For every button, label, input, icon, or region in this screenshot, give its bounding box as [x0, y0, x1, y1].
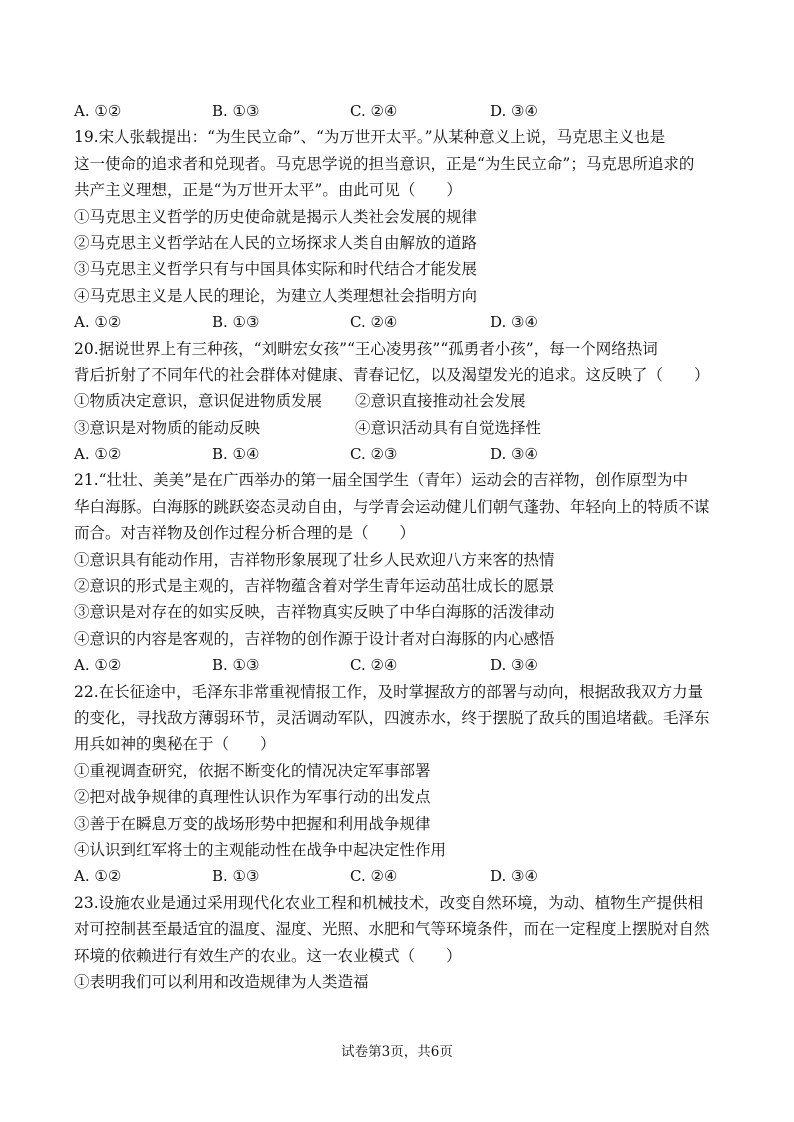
statement-item: ③意识是对物质的能动反映	[74, 418, 261, 437]
option-a: A. ①②	[74, 867, 122, 886]
statement-item: ②把对战争规律的真理性认识作为军事行动的出发点	[74, 788, 431, 807]
question-23	[74, 890, 724, 996]
statement-row	[74, 415, 724, 441]
statement-item: ①马克思主义哲学的历史使命就是揭示人类社会发展的规律	[74, 207, 478, 226]
page-footer: 试卷第3页，共6页	[341, 1044, 453, 1060]
option-a: A. ①②	[74, 656, 122, 675]
statement-item: ③意识是对存在的如实反映，吉祥物真实反映了中华白海豚的活泼律动	[74, 603, 555, 622]
option-d: D. ③④	[490, 445, 538, 464]
question-stem: 共产主义理想，正是“为万世开太平”。由此可见（ ）	[74, 181, 462, 200]
question-20	[74, 336, 724, 468]
statement-item: ②马克思主义哲学站在人民的立场探求人类自由解放的道路	[74, 233, 478, 252]
statement-item: ①意识具有能动作用，吉祥物形象展现了壮乡人民欢迎八方来客的热情	[74, 550, 555, 569]
option-c: C. ②④	[350, 867, 398, 886]
option-b: B. ①③	[212, 313, 260, 332]
statement-item: ④意识的内容是客观的，吉祥物的创作源于设计者对白海豚的内心感悟	[74, 629, 555, 648]
question-stem: 22.在长征途中，毛泽东非常重视情报工作，及时掌握敌方的部署与动向，根据敌我双方力量	[74, 682, 704, 701]
question-19	[74, 124, 724, 335]
question-stem: 21.“壮壮、美美”是在广西举办的第一届全国学生（青年）运动会的吉祥物，创作原型为中	[74, 471, 689, 490]
answer-options	[74, 863, 724, 889]
statement-item: ④马克思主义是人民的理论，为建立人类理想社会指明方向	[74, 286, 478, 305]
statement-item: ④认识到红军将士的主观能动性在战争中起决定性作用	[74, 840, 447, 859]
answer-options	[74, 309, 724, 335]
question-stem: 背后折射了不同年代的社会群体对健康、青春记忆，以及渴望发光的追求。这反映了（ ）	[74, 365, 710, 384]
question-stem: 的变化，寻找敌方薄弱环节，灵活调动军队，四渡赤水，终于摆脱了敌兵的围追堵截。毛泽东	[74, 708, 710, 727]
statement-item: ③马克思主义哲学只有与中国具体实际和时代结合才能发展	[74, 260, 478, 279]
statement-item: ①物质决定意识，意识促进物质发展	[74, 392, 323, 411]
statement-item: ①表明我们可以利用和改造规律为人类造福	[74, 972, 369, 991]
option-a: A. ①②	[74, 313, 122, 332]
question-stem: 对可控制甚至最适宜的温度、湿度、光照、水肥和气等环境条件，而在一定程度上摆脱对自然	[74, 920, 710, 939]
answer-options	[74, 652, 724, 678]
option-d: D. ③④	[490, 313, 538, 332]
question-stem: 19.宋人张载提出：“为生民立命”、“为万世开太平。”从某种意义上说，马克思主义也是	[74, 128, 666, 147]
statement-item: ③善于在瞬息万变的战场形势中把握和利用战争规律	[74, 814, 431, 833]
question-stem: 而合。对吉祥物及创作过程分析合理的是（ ）	[74, 524, 416, 543]
question-stem: 23.设施农业是通过采用现代化农业工程和机械技术，改变自然环境，为动、植物生产提供相	[74, 893, 704, 912]
option-b: B. ①④	[212, 445, 260, 464]
option-b: B. ①③	[212, 867, 260, 886]
statement-row	[74, 388, 724, 414]
statement-item: ②意识直接推动社会发展	[355, 392, 526, 411]
question-stem: 20.据说世界上有三种孩，“刘畊宏女孩”“王心凌男孩”“孤勇者小孩”，每一个网络热词	[74, 339, 658, 358]
statement-item: ②意识的形式是主观的，吉祥物蕴含着对学生青年运动茁壮成长的愿景	[74, 577, 555, 596]
option-d: D. ③④	[490, 656, 538, 675]
question-stem: 环境的依赖进行有效生产的农业。这一农业模式（ ）	[74, 946, 462, 965]
question-stem: 用兵如神的奥秘在于（ ）	[74, 735, 276, 754]
question-22	[74, 679, 724, 890]
option-c: C. ②④	[350, 313, 398, 332]
option-d: D. ③④	[490, 867, 538, 886]
option-c: C. ②④	[350, 656, 398, 675]
option-c: C. ②③	[350, 445, 398, 464]
option-b: B. ①③	[212, 102, 260, 120]
answer-options	[74, 441, 724, 467]
question-stem: 华白海豚。白海豚的跳跃姿态灵动自由，与学青会运动健儿们朝气蓬勃、年轻向上的特质不谋	[74, 497, 710, 516]
option-a: A. ①②	[74, 102, 122, 120]
option-b: B. ①③	[212, 656, 260, 675]
statement-item: ④意识活动具有自觉选择性	[355, 418, 542, 437]
question-21	[74, 467, 724, 678]
option-d: D. ③④	[490, 102, 538, 120]
q18-options	[74, 98, 724, 124]
option-a: A. ①②	[74, 445, 122, 464]
page-content	[74, 98, 724, 995]
question-stem: 这一使命的追求者和兑现者。马克思学说的担当意识，正是“为生民立命”；马克思所追求的	[74, 154, 695, 173]
statement-item: ①重视调查研究，依据不断变化的情况决定军事部署	[74, 761, 431, 780]
option-c: C. ②④	[350, 102, 398, 120]
